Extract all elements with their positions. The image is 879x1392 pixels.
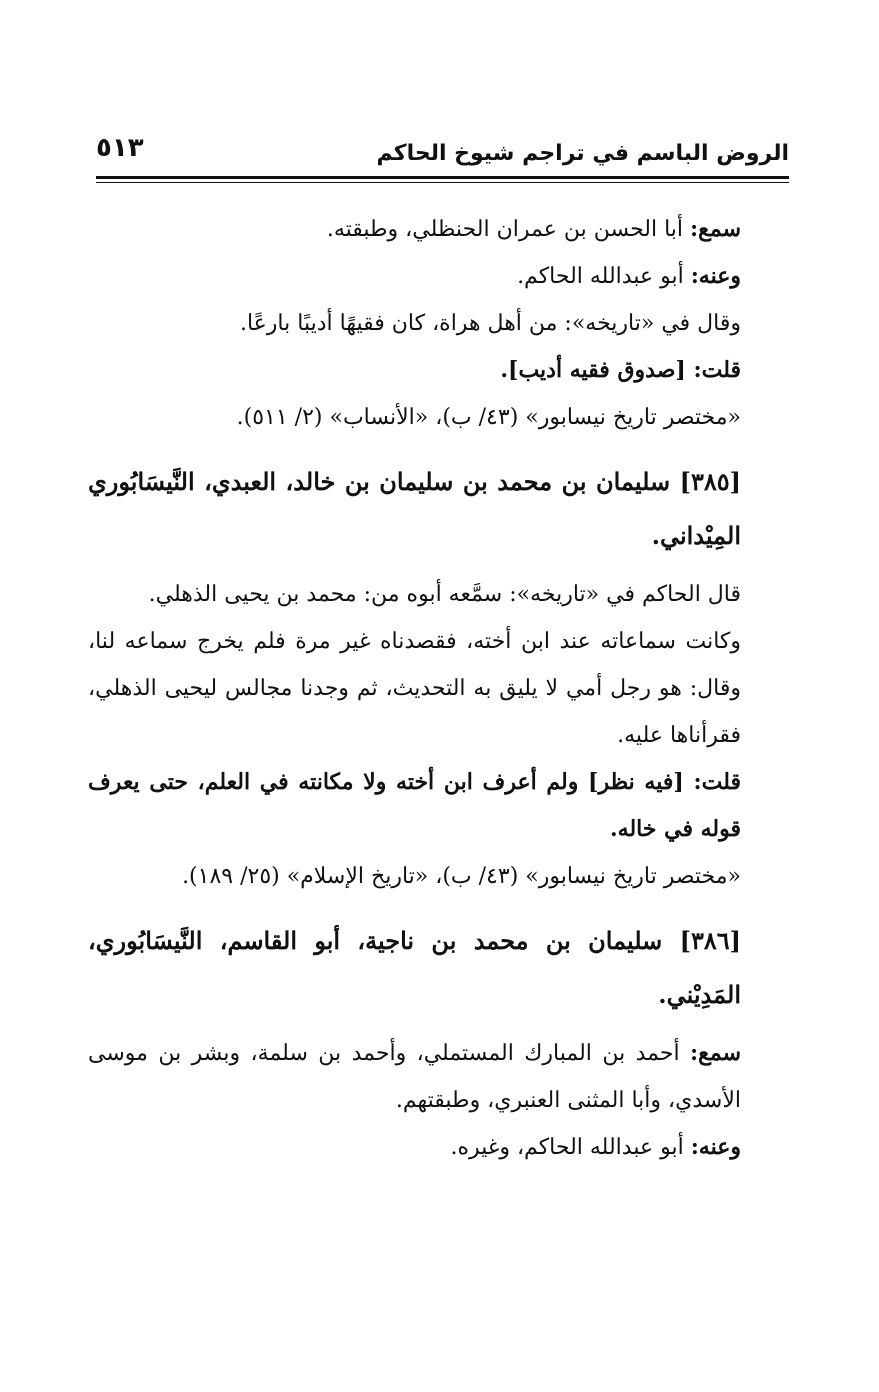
from-label: وعنه: (690, 1134, 741, 1160)
header-rule-thick (96, 176, 789, 179)
heard-text: أحمد بن المبارك المستملي، وأحمد بن سلمة، وبشر بن موسى الأسدي، وأبا المثنى العنبري، وطبقتهم. (88, 1041, 741, 1113)
heard-label: سمع: (690, 216, 741, 242)
running-title: الروض الباسم في تراجم شيوخ الحاكم (376, 141, 789, 166)
from-text: أبو عبدالله الحاكم. (517, 264, 691, 289)
entry-385-note: قلت: [فيه نظر] ولم أعرف ابن أخته ولا مكانته في العلم، حتى يعرف قوله في خاله. (88, 769, 741, 842)
from-text: أبو عبدالله الحاكم، وغيره. (450, 1135, 691, 1160)
entry-386-heard-line (88, 1030, 789, 1124)
entry-385-paragraph-1: قال الحاكم في «تاريخه»: سمَّعه أبوه من: محمد بن يحيى الذهلي. (148, 582, 741, 607)
from-label: وعنه: (690, 263, 741, 289)
note-text: [صدوق فقيه أديب]. (500, 357, 694, 383)
page-number: ٥١٣ (96, 133, 144, 163)
page-body (88, 206, 789, 1171)
author-note (88, 347, 789, 394)
narrated-by-line (88, 253, 789, 300)
note-label: قلت: (693, 357, 741, 383)
entry-heading-386: [٣٨٦] سليمان بن محمد بن ناجية، أبو القاسم، النَّيسَابُوري، المَدِيْني. (88, 926, 741, 1009)
entry-385-paragraph-2: وكانت سماعاته عند ابن أخته، فقصدناه غير مرة فلم يخرج سماعه لنا، وقال: هو رجل أمي لا يليق به التحديث، ثم وجدنا مجالس ليحيى الذهلي، فقرأناها عليه. (88, 629, 741, 748)
heard-label: سمع: (690, 1040, 741, 1066)
heard-text: أبا الحسن بن عمران الحنظلي، وطبقته. (326, 217, 691, 242)
heard-from-line (88, 206, 789, 253)
history-quote: وقال في «تاريخه»: من أهل هراة، كان فقيهًا أديبًا بارعًا. (239, 311, 741, 336)
header-rule-thin (96, 182, 789, 183)
page-header (96, 130, 789, 178)
sources-line: «مختصر تاريخ نيسابور» (٤٣/ ب)، «الأنساب» (٢/ ٥١١). (236, 405, 741, 430)
entry-385-sources: «مختصر تاريخ نيسابور» (٤٣/ ب)، «تاريخ الإسلام» (٢٥/ ١٨٩). (182, 864, 741, 889)
entry-386-narrated-by-line (88, 1124, 789, 1171)
entry-heading-385: [٣٨٥] سليمان بن محمد بن سليمان بن خالد، العبدي، النَّيسَابُوري المِيْداني. (88, 467, 741, 550)
